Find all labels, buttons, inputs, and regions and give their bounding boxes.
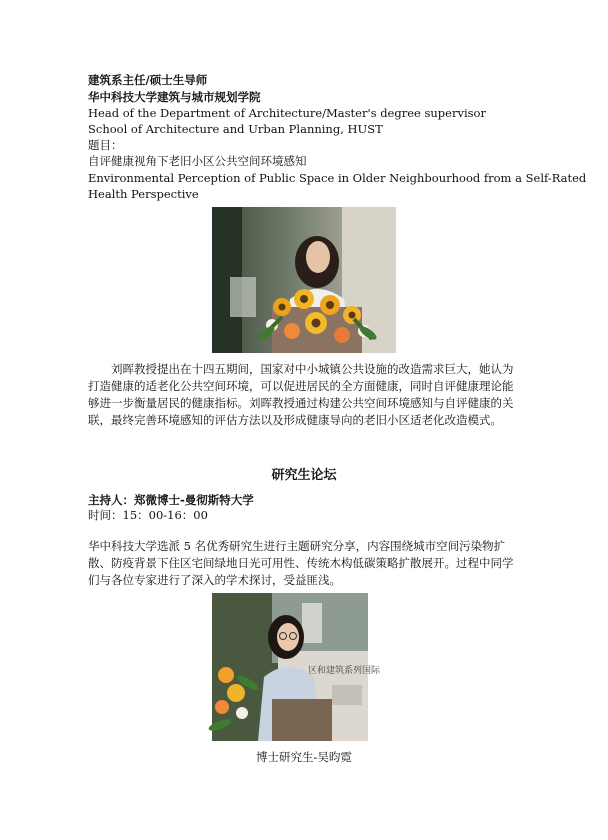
forum-host: 主持人：郑微博士-曼彻斯特大学 — [88, 493, 254, 507]
topic-en-line1: Environmental Perception of Public Space in Older Neighbourhood from a Self-Rated — [88, 171, 587, 185]
speaker-affiliation-cn: 华中科技大学建筑与城市规划学院 — [88, 90, 261, 104]
banner-text: 区和建筑系列国际 — [308, 666, 381, 676]
student-photo — [212, 593, 381, 741]
topic-label: 题目： — [88, 138, 123, 152]
forum-time: 时间：15：00-16：00 — [88, 508, 208, 522]
speaker-title-en: Head of the Department of Architecture/Master's degree supervisor — [88, 106, 486, 120]
forum-summary: 华中科技大学选派 5 名优秀研究生进行主题研究分享，内容围绕城市空间污染物扩散、防疫背景下住区宅间绿地日光可用性、传统木构低碳策略扩散展开。过程中同学们与各位专家进行了深入的学术探讨，受益匪浅。 — [88, 539, 514, 587]
speaker-summary: 刘晖教授提出在十四五期间，国家对中小城镇公共设施的改造需求巨大，她认为打造健康的适老化公共空间环境，可以促进居民的全方面健康，同时自评健康理论能够进一步衡量居民的健康指标。刘晖教授通过构建公共空间环境感知与自评健康的关联，最终完善环境感知的评估方法以及形成健康导向的老旧小区适老化改造模式。 — [88, 362, 514, 427]
speaker-title-cn: 建筑系主任/硕士生导师 — [88, 73, 208, 87]
student-caption: 博士研究生-吴昀霓 — [256, 750, 352, 764]
topic-cn: 自评健康视角下老旧小区公共空间环境感知 — [88, 154, 307, 168]
student-photo-illustration — [212, 593, 381, 741]
speaker-photo — [212, 207, 396, 353]
speaker-photo-illustration — [212, 207, 396, 353]
speaker-affiliation-en: School of Architecture and Urban Planning, HUST — [88, 122, 383, 136]
forum-heading: 研究生论坛 — [271, 468, 337, 483]
topic-en-line2: Health Perspective — [88, 187, 199, 201]
